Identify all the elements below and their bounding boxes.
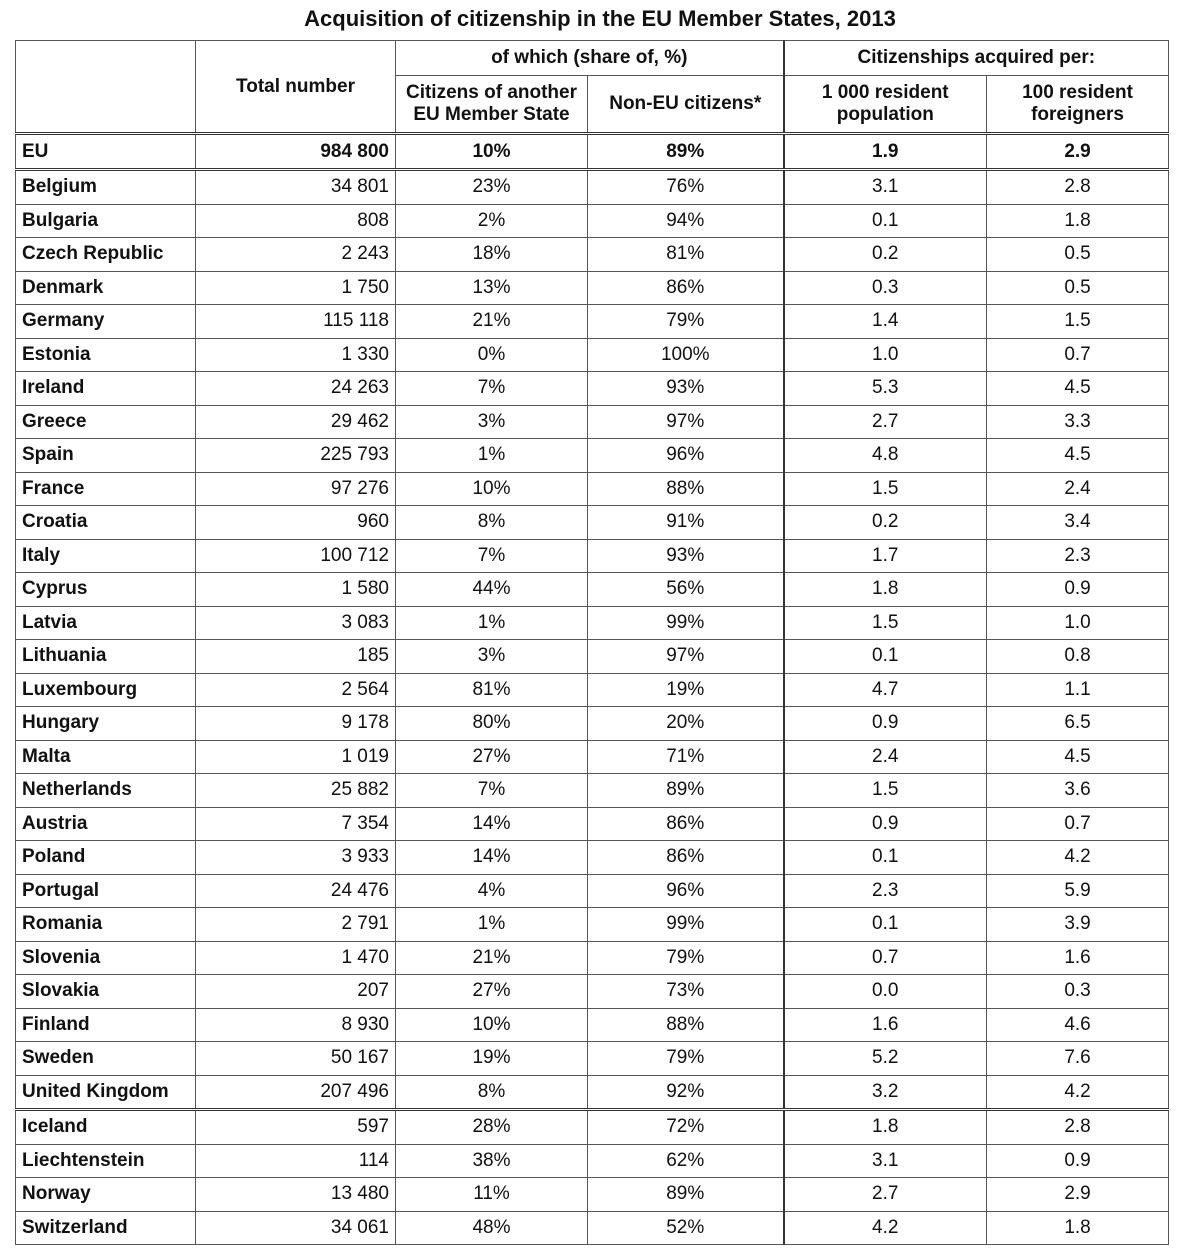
cell-other-eu-share: 27% bbox=[396, 740, 588, 774]
table-row bbox=[16, 707, 1169, 741]
cell-other-eu-share: 1% bbox=[396, 439, 588, 473]
cell-per-1000: 0.1 bbox=[784, 908, 987, 942]
cell-non-eu-share: 86% bbox=[588, 807, 784, 841]
cell-per-1000: 1.6 bbox=[784, 1008, 987, 1042]
cell-per-1000: 0.3 bbox=[784, 271, 987, 305]
cell-other-eu-share: 8% bbox=[396, 1075, 588, 1110]
cell-per-1000: 0.9 bbox=[784, 707, 987, 741]
cell-per-1000: 0.2 bbox=[784, 506, 987, 540]
cell-per-1000: 4.2 bbox=[784, 1211, 987, 1245]
cell-non-eu-share: 79% bbox=[588, 305, 784, 339]
cell-non-eu-share: 52% bbox=[588, 1211, 784, 1245]
table-body bbox=[16, 134, 1169, 1245]
table-row bbox=[16, 807, 1169, 841]
cell-total-number: 225 793 bbox=[196, 439, 396, 473]
cell-non-eu-share: 97% bbox=[588, 405, 784, 439]
cell-per-100: 0.9 bbox=[987, 573, 1169, 607]
cell-total-number: 34 061 bbox=[196, 1211, 396, 1245]
cell-per-100: 0.3 bbox=[987, 975, 1169, 1009]
header-country bbox=[16, 41, 196, 134]
cell-non-eu-share: 93% bbox=[588, 539, 784, 573]
cell-country: Austria bbox=[16, 807, 196, 841]
cell-per-100: 4.2 bbox=[987, 1075, 1169, 1110]
cell-total-number: 2 243 bbox=[196, 238, 396, 272]
cell-per-1000: 1.4 bbox=[784, 305, 987, 339]
cell-per-1000: 2.7 bbox=[784, 1178, 987, 1212]
cell-total-number: 1 330 bbox=[196, 338, 396, 372]
cell-per-1000: 0.1 bbox=[784, 204, 987, 238]
table-row bbox=[16, 1211, 1169, 1245]
cell-per-1000: 1.8 bbox=[784, 573, 987, 607]
cell-per-100: 4.6 bbox=[987, 1008, 1169, 1042]
cell-other-eu-share: 19% bbox=[396, 1042, 588, 1076]
cell-per-1000: 2.3 bbox=[784, 874, 987, 908]
cell-country: Estonia bbox=[16, 338, 196, 372]
cell-country: Germany bbox=[16, 305, 196, 339]
cell-total-number: 9 178 bbox=[196, 707, 396, 741]
cell-other-eu-share: 38% bbox=[396, 1144, 588, 1178]
cell-country: Czech Republic bbox=[16, 238, 196, 272]
cell-other-eu-share: 3% bbox=[396, 640, 588, 674]
cell-non-eu-share: 62% bbox=[588, 1144, 784, 1178]
cell-country: United Kingdom bbox=[16, 1075, 196, 1110]
table-row bbox=[16, 841, 1169, 875]
cell-total-number: 3 083 bbox=[196, 606, 396, 640]
cell-country: Cyprus bbox=[16, 573, 196, 607]
cell-total-number: 207 496 bbox=[196, 1075, 396, 1110]
cell-total-number: 115 118 bbox=[196, 305, 396, 339]
cell-per-1000: 0.7 bbox=[784, 941, 987, 975]
cell-non-eu-share: 72% bbox=[588, 1110, 784, 1145]
cell-country: Belgium bbox=[16, 170, 196, 205]
table-row bbox=[16, 673, 1169, 707]
cell-other-eu-share: 11% bbox=[396, 1178, 588, 1212]
cell-other-eu-share: 81% bbox=[396, 673, 588, 707]
cell-per-100: 0.7 bbox=[987, 807, 1169, 841]
cell-total-number: 24 476 bbox=[196, 874, 396, 908]
table-row bbox=[16, 472, 1169, 506]
cell-per-100: 4.5 bbox=[987, 372, 1169, 406]
cell-per-100: 6.5 bbox=[987, 707, 1169, 741]
table-row bbox=[16, 941, 1169, 975]
cell-per-1000: 4.8 bbox=[784, 439, 987, 473]
cell-per-1000: 4.7 bbox=[784, 673, 987, 707]
cell-country: Bulgaria bbox=[16, 204, 196, 238]
cell-other-eu-share: 80% bbox=[396, 707, 588, 741]
header-per-1000-population: 1 000 resident population bbox=[784, 76, 987, 134]
cell-per-1000: 1.5 bbox=[784, 774, 987, 808]
table-row bbox=[16, 874, 1169, 908]
cell-per-100: 1.1 bbox=[987, 673, 1169, 707]
cell-other-eu-share: 10% bbox=[396, 134, 588, 170]
cell-non-eu-share: 99% bbox=[588, 908, 784, 942]
cell-non-eu-share: 94% bbox=[588, 204, 784, 238]
cell-country: Latvia bbox=[16, 606, 196, 640]
table-row bbox=[16, 506, 1169, 540]
cell-total-number: 1 580 bbox=[196, 573, 396, 607]
cell-other-eu-share: 10% bbox=[396, 472, 588, 506]
cell-other-eu-share: 3% bbox=[396, 405, 588, 439]
cell-per-100: 2.9 bbox=[987, 134, 1169, 170]
cell-per-100: 0.8 bbox=[987, 640, 1169, 674]
cell-total-number: 7 354 bbox=[196, 807, 396, 841]
table-row bbox=[16, 1008, 1169, 1042]
cell-country: EU bbox=[16, 134, 196, 170]
cell-per-1000: 1.0 bbox=[784, 338, 987, 372]
cell-total-number: 97 276 bbox=[196, 472, 396, 506]
table-row bbox=[16, 338, 1169, 372]
cell-total-number: 24 263 bbox=[196, 372, 396, 406]
eu-total-row bbox=[16, 134, 1169, 170]
cell-other-eu-share: 4% bbox=[396, 874, 588, 908]
cell-per-1000: 1.5 bbox=[784, 606, 987, 640]
table-row bbox=[16, 204, 1169, 238]
cell-other-eu-share: 27% bbox=[396, 975, 588, 1009]
cell-total-number: 34 801 bbox=[196, 170, 396, 205]
cell-other-eu-share: 1% bbox=[396, 908, 588, 942]
header-of-which: of which (share of, %) bbox=[396, 41, 784, 76]
cell-country: Croatia bbox=[16, 506, 196, 540]
table-row bbox=[16, 740, 1169, 774]
cell-country: Slovakia bbox=[16, 975, 196, 1009]
header-per-100-foreigners: 100 resident foreigners bbox=[987, 76, 1169, 134]
table-row bbox=[16, 640, 1169, 674]
cell-total-number: 984 800 bbox=[196, 134, 396, 170]
cell-non-eu-share: 88% bbox=[588, 472, 784, 506]
cell-per-1000: 3.1 bbox=[784, 1144, 987, 1178]
cell-non-eu-share: 19% bbox=[588, 673, 784, 707]
cell-country: Poland bbox=[16, 841, 196, 875]
table-row bbox=[16, 975, 1169, 1009]
cell-non-eu-share: 89% bbox=[588, 134, 784, 170]
cell-per-1000: 2.4 bbox=[784, 740, 987, 774]
table-row bbox=[16, 170, 1169, 205]
table-row bbox=[16, 606, 1169, 640]
cell-other-eu-share: 44% bbox=[396, 573, 588, 607]
cell-per-1000: 5.2 bbox=[784, 1042, 987, 1076]
cell-other-eu-share: 7% bbox=[396, 774, 588, 808]
cell-total-number: 100 712 bbox=[196, 539, 396, 573]
cell-other-eu-share: 7% bbox=[396, 372, 588, 406]
cell-total-number: 29 462 bbox=[196, 405, 396, 439]
table-row bbox=[16, 774, 1169, 808]
cell-total-number: 25 882 bbox=[196, 774, 396, 808]
cell-per-1000: 0.1 bbox=[784, 640, 987, 674]
cell-per-1000: 0.1 bbox=[784, 841, 987, 875]
cell-country: France bbox=[16, 472, 196, 506]
cell-non-eu-share: 96% bbox=[588, 874, 784, 908]
cell-other-eu-share: 0% bbox=[396, 338, 588, 372]
cell-per-1000: 0.2 bbox=[784, 238, 987, 272]
cell-per-100: 3.9 bbox=[987, 908, 1169, 942]
table-header bbox=[16, 41, 1169, 134]
cell-per-100: 2.4 bbox=[987, 472, 1169, 506]
cell-per-100: 3.4 bbox=[987, 506, 1169, 540]
cell-other-eu-share: 21% bbox=[396, 941, 588, 975]
cell-total-number: 13 480 bbox=[196, 1178, 396, 1212]
cell-non-eu-share: 86% bbox=[588, 841, 784, 875]
table-row bbox=[16, 405, 1169, 439]
cell-country: Netherlands bbox=[16, 774, 196, 808]
cell-per-100: 2.8 bbox=[987, 170, 1169, 205]
table-row bbox=[16, 1042, 1169, 1076]
cell-non-eu-share: 91% bbox=[588, 506, 784, 540]
cell-per-100: 2.8 bbox=[987, 1110, 1169, 1145]
cell-country: Switzerland bbox=[16, 1211, 196, 1245]
cell-non-eu-share: 81% bbox=[588, 238, 784, 272]
cell-per-1000: 1.5 bbox=[784, 472, 987, 506]
cell-non-eu-share: 100% bbox=[588, 338, 784, 372]
cell-total-number: 2 791 bbox=[196, 908, 396, 942]
cell-non-eu-share: 79% bbox=[588, 1042, 784, 1076]
table-row bbox=[16, 1144, 1169, 1178]
cell-country: Norway bbox=[16, 1178, 196, 1212]
cell-per-1000: 3.2 bbox=[784, 1075, 987, 1110]
table-row bbox=[16, 573, 1169, 607]
cell-per-1000: 1.9 bbox=[784, 134, 987, 170]
header-row-top bbox=[16, 41, 1169, 76]
cell-other-eu-share: 14% bbox=[396, 841, 588, 875]
cell-per-1000: 5.3 bbox=[784, 372, 987, 406]
table-row bbox=[16, 1075, 1169, 1110]
cell-non-eu-share: 99% bbox=[588, 606, 784, 640]
cell-per-100: 4.5 bbox=[987, 439, 1169, 473]
cell-total-number: 114 bbox=[196, 1144, 396, 1178]
cell-non-eu-share: 79% bbox=[588, 941, 784, 975]
cell-per-100: 0.5 bbox=[987, 271, 1169, 305]
cell-country: Spain bbox=[16, 439, 196, 473]
cell-other-eu-share: 2% bbox=[396, 204, 588, 238]
cell-non-eu-share: 86% bbox=[588, 271, 784, 305]
table-row bbox=[16, 238, 1169, 272]
cell-non-eu-share: 76% bbox=[588, 170, 784, 205]
cell-per-100: 7.6 bbox=[987, 1042, 1169, 1076]
header-other-eu: Citizens of another EU Member State bbox=[396, 76, 588, 134]
cell-other-eu-share: 18% bbox=[396, 238, 588, 272]
cell-total-number: 8 930 bbox=[196, 1008, 396, 1042]
cell-non-eu-share: 20% bbox=[588, 707, 784, 741]
cell-non-eu-share: 92% bbox=[588, 1075, 784, 1110]
cell-total-number: 50 167 bbox=[196, 1042, 396, 1076]
cell-per-100: 2.9 bbox=[987, 1178, 1169, 1212]
cell-other-eu-share: 13% bbox=[396, 271, 588, 305]
cell-non-eu-share: 93% bbox=[588, 372, 784, 406]
cell-per-1000: 0.0 bbox=[784, 975, 987, 1009]
cell-other-eu-share: 7% bbox=[396, 539, 588, 573]
cell-country: Greece bbox=[16, 405, 196, 439]
cell-total-number: 3 933 bbox=[196, 841, 396, 875]
cell-non-eu-share: 71% bbox=[588, 740, 784, 774]
cell-country: Lithuania bbox=[16, 640, 196, 674]
cell-country: Liechtenstein bbox=[16, 1144, 196, 1178]
cell-non-eu-share: 56% bbox=[588, 573, 784, 607]
cell-per-100: 1.6 bbox=[987, 941, 1169, 975]
table-row bbox=[16, 305, 1169, 339]
cell-per-100: 1.0 bbox=[987, 606, 1169, 640]
cell-non-eu-share: 89% bbox=[588, 1178, 784, 1212]
cell-country: Portugal bbox=[16, 874, 196, 908]
cell-country: Italy bbox=[16, 539, 196, 573]
cell-country: Denmark bbox=[16, 271, 196, 305]
cell-per-1000: 3.1 bbox=[784, 170, 987, 205]
cell-total-number: 185 bbox=[196, 640, 396, 674]
cell-per-1000: 1.8 bbox=[784, 1110, 987, 1145]
cell-non-eu-share: 89% bbox=[588, 774, 784, 808]
cell-country: Malta bbox=[16, 740, 196, 774]
table-row bbox=[16, 271, 1169, 305]
citizenship-table bbox=[15, 40, 1169, 1245]
cell-other-eu-share: 28% bbox=[396, 1110, 588, 1145]
cell-country: Ireland bbox=[16, 372, 196, 406]
table-row bbox=[16, 908, 1169, 942]
cell-total-number: 1 470 bbox=[196, 941, 396, 975]
cell-other-eu-share: 8% bbox=[396, 506, 588, 540]
page-title: Acquisition of citizenship in the EU Member States, 2013 bbox=[304, 6, 896, 31]
header-acquired-per: Citizenships acquired per: bbox=[784, 41, 1169, 76]
cell-country: Iceland bbox=[16, 1110, 196, 1145]
table-row bbox=[16, 1110, 1169, 1145]
cell-total-number: 808 bbox=[196, 204, 396, 238]
cell-per-100: 3.6 bbox=[987, 774, 1169, 808]
cell-non-eu-share: 96% bbox=[588, 439, 784, 473]
cell-per-100: 1.8 bbox=[987, 204, 1169, 238]
cell-total-number: 597 bbox=[196, 1110, 396, 1145]
cell-country: Finland bbox=[16, 1008, 196, 1042]
cell-per-100: 0.9 bbox=[987, 1144, 1169, 1178]
header-non-eu: Non-EU citizens* bbox=[588, 76, 784, 134]
cell-per-100: 0.7 bbox=[987, 338, 1169, 372]
cell-total-number: 207 bbox=[196, 975, 396, 1009]
cell-other-eu-share: 10% bbox=[396, 1008, 588, 1042]
cell-per-100: 2.3 bbox=[987, 539, 1169, 573]
cell-total-number: 1 750 bbox=[196, 271, 396, 305]
cell-per-1000: 1.7 bbox=[784, 539, 987, 573]
cell-per-100: 5.9 bbox=[987, 874, 1169, 908]
cell-total-number: 1 019 bbox=[196, 740, 396, 774]
cell-per-1000: 2.7 bbox=[784, 405, 987, 439]
cell-per-100: 4.5 bbox=[987, 740, 1169, 774]
cell-country: Slovenia bbox=[16, 941, 196, 975]
cell-country: Luxembourg bbox=[16, 673, 196, 707]
cell-per-100: 0.5 bbox=[987, 238, 1169, 272]
cell-per-100: 3.3 bbox=[987, 405, 1169, 439]
cell-per-100: 1.8 bbox=[987, 1211, 1169, 1245]
cell-per-100: 1.5 bbox=[987, 305, 1169, 339]
cell-non-eu-share: 73% bbox=[588, 975, 784, 1009]
cell-total-number: 2 564 bbox=[196, 673, 396, 707]
cell-total-number: 960 bbox=[196, 506, 396, 540]
table-row bbox=[16, 372, 1169, 406]
table-row bbox=[16, 1178, 1169, 1212]
table-row bbox=[16, 439, 1169, 473]
cell-other-eu-share: 14% bbox=[396, 807, 588, 841]
cell-country: Sweden bbox=[16, 1042, 196, 1076]
cell-other-eu-share: 48% bbox=[396, 1211, 588, 1245]
cell-non-eu-share: 88% bbox=[588, 1008, 784, 1042]
cell-country: Hungary bbox=[16, 707, 196, 741]
cell-per-1000: 0.9 bbox=[784, 807, 987, 841]
cell-other-eu-share: 21% bbox=[396, 305, 588, 339]
cell-other-eu-share: 23% bbox=[396, 170, 588, 205]
header-total-number: Total number bbox=[196, 41, 396, 134]
cell-per-100: 4.2 bbox=[987, 841, 1169, 875]
cell-other-eu-share: 1% bbox=[396, 606, 588, 640]
cell-non-eu-share: 97% bbox=[588, 640, 784, 674]
table-row bbox=[16, 539, 1169, 573]
cell-country: Romania bbox=[16, 908, 196, 942]
